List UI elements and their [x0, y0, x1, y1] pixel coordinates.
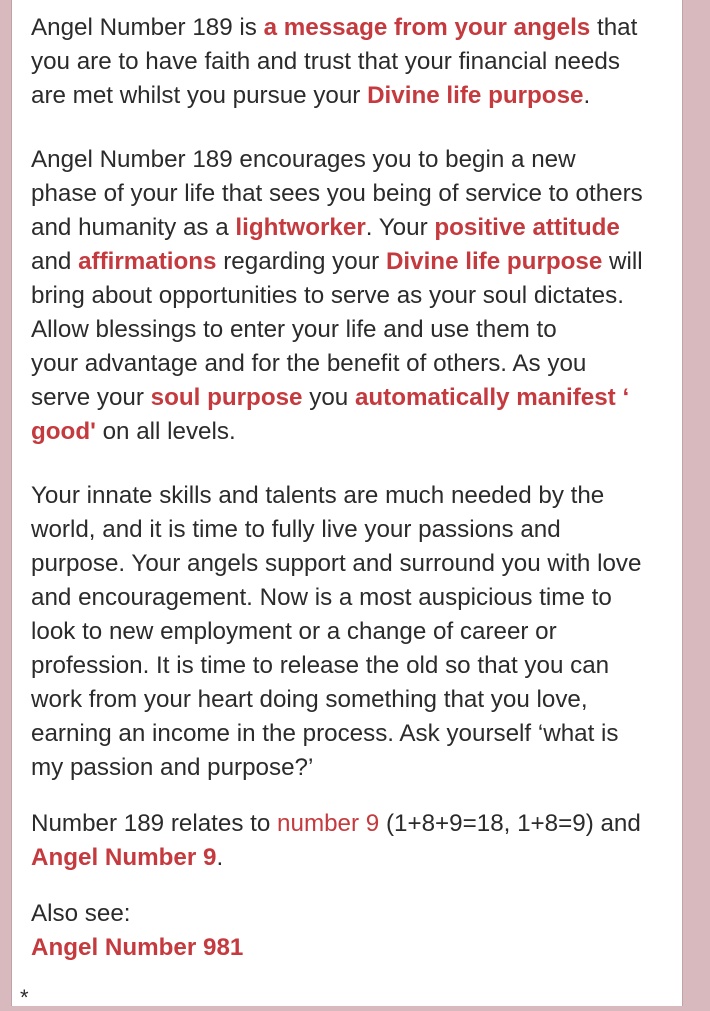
text-run: Your innate skills and talents are much needed by the: [31, 482, 605, 509]
text-line: [31, 11, 676, 45]
article-body: [31, 11, 676, 965]
text-run: you are to have faith and trust that your financial needs: [31, 48, 620, 75]
paragraph-intro: [31, 11, 676, 113]
highlight-link[interactable]: Divine life purpose: [385, 248, 603, 275]
text-run: serve your: [31, 384, 151, 411]
highlight-link[interactable]: automatically manifest ‘: [354, 384, 630, 411]
text-line: [31, 381, 676, 415]
paragraph-service: [31, 143, 676, 449]
text-line: [31, 245, 676, 279]
highlight-link[interactable]: soul purpose: [150, 384, 303, 411]
text-line: [31, 547, 676, 581]
text-line: [31, 45, 676, 79]
text-run: bring about opportunities to serve as your soul dictates.: [31, 282, 624, 309]
text-run: on all levels.: [95, 418, 236, 445]
text-line: [31, 513, 676, 547]
text-line: [31, 581, 676, 615]
text-line: [31, 683, 676, 717]
text-line: [31, 751, 676, 785]
text-line: [31, 279, 676, 313]
highlight-link[interactable]: Divine life purpose: [367, 82, 584, 109]
text-run: and encouragement. Now is a most auspicious time to: [31, 584, 612, 611]
text-line: [31, 897, 676, 931]
highlight-link[interactable]: a message from your angels: [263, 14, 591, 41]
paragraph-also-see: [31, 897, 676, 965]
text-line: [31, 931, 676, 965]
text-line: [31, 177, 676, 211]
text-run: (1+8+9=18, 1+8=9) and: [379, 810, 641, 837]
text-run: are met whilst you pursue your: [31, 82, 368, 109]
text-run: world, and it is time to fully live your passions and: [31, 516, 561, 543]
highlight-link[interactable]: affirmations: [78, 248, 217, 275]
text-line: [31, 313, 676, 347]
text-run: Angel Number 189 is: [31, 14, 264, 41]
text-run: profession. It is time to release the old so that you can: [31, 652, 610, 679]
text-run: look to new employment or a change of career or: [31, 618, 557, 645]
text-line: [31, 211, 676, 245]
text-line: [31, 143, 676, 177]
text-run: . Your: [365, 214, 435, 241]
text-line: [31, 841, 676, 875]
text-run: Allow blessings to enter your life and use them to: [31, 316, 557, 343]
text-run: your advantage and for the benefit of others. As you: [31, 350, 587, 377]
text-line: [31, 717, 676, 751]
article-page: [11, 0, 683, 1006]
text-run: you: [302, 384, 355, 411]
text-run: and humanity as a: [31, 214, 236, 241]
text-line: [31, 79, 676, 113]
highlight-link[interactable]: Angel Number 9: [31, 844, 217, 871]
text-run: work from your heart doing something that you love,: [31, 686, 588, 713]
text-line: [31, 649, 676, 683]
highlight-link[interactable]: positive attitude: [434, 214, 620, 241]
text-run: regarding your: [216, 248, 386, 275]
text-run: that: [590, 14, 638, 41]
highlight-link[interactable]: Angel Number 981: [31, 934, 244, 961]
text-run: Number 189 relates to: [31, 810, 278, 837]
paragraph-number-relation: [31, 807, 676, 875]
text-run: Angel Number 189 encourages you to begin a new: [31, 146, 576, 173]
highlight-link[interactable]: good': [31, 418, 96, 445]
text-line: [31, 807, 676, 841]
text-run: will: [602, 248, 643, 275]
paragraph-talents: [31, 479, 676, 785]
text-run: purpose. Your angels support and surround you with love: [31, 550, 642, 577]
highlight-link[interactable]: lightworker: [235, 214, 366, 241]
text-line: [31, 615, 676, 649]
text-run: Also see:: [31, 900, 131, 927]
footer-asterisk: *: [20, 985, 29, 1010]
text-line: [31, 347, 676, 381]
text-run: .: [583, 82, 591, 109]
text-line: [31, 479, 676, 513]
text-run: earning an income in the process. Ask yourself ‘what is: [31, 720, 619, 747]
text-run: .: [216, 844, 224, 871]
inline-link[interactable]: number 9: [277, 810, 380, 837]
text-run: and: [31, 248, 79, 275]
text-line: [31, 415, 676, 449]
text-run: phase of your life that sees you being of service to others: [31, 180, 643, 207]
text-run: my passion and purpose?’: [31, 754, 314, 781]
